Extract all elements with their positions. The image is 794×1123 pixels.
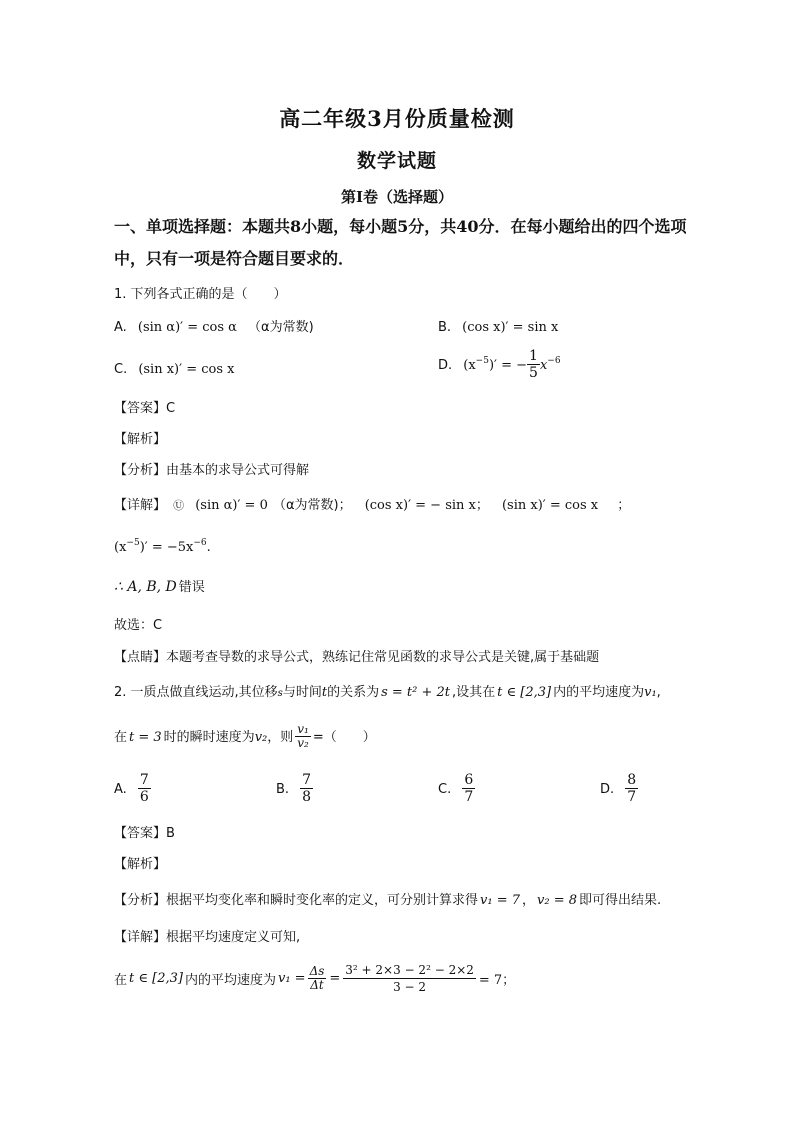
q2-calc-num2: 3² + 2×3 − 2² − 2×2 <box>345 963 474 977</box>
q2-calc-den1: Δt <box>310 978 324 992</box>
section-heading-line2: 中，只有一项是符合题目要求的． <box>114 249 355 268</box>
q1-option-b-label: B. <box>438 320 452 335</box>
q2-line2-b: 时的瞬时速度为 <box>163 730 255 745</box>
q2-option-a <box>114 772 151 805</box>
q1-comment: 【点睛】本题考查导数的求导公式，熟练记住常见函数的求导公式是关键,属于基础题 <box>114 650 600 665</box>
q2-stem-v1: v₁ <box>644 685 657 700</box>
q1-choose: 故选：C <box>114 618 163 633</box>
q2-stem-e: 内的平均速度为 <box>553 685 645 700</box>
q2-option-b-fraction <box>300 772 313 805</box>
q1-therefore-tail: 错误 <box>178 580 205 595</box>
q2-ratio-den: v₂ <box>297 736 309 750</box>
q2-option-b-label: B. <box>276 782 290 797</box>
q1-option-a <box>114 316 314 335</box>
q2-calc-frac1 <box>308 965 327 992</box>
q1-detail-d-exp2: −6 <box>193 538 207 548</box>
q1-answer: 【答案】C <box>114 401 176 416</box>
q2-option-c-den: 7 <box>464 789 474 805</box>
q2-option-d-fraction <box>625 772 638 805</box>
q1-detail-d-mid: )′ = −5x <box>139 540 194 555</box>
q2-ratio-fraction <box>295 723 311 750</box>
q1-detail-d-end: . <box>206 540 211 555</box>
q2-calc-frac2 <box>343 962 476 995</box>
q1-option-c <box>114 358 234 377</box>
q2-option-c <box>438 772 475 805</box>
q2-option-a-num: 7 <box>139 772 149 788</box>
q1-option-d <box>438 348 561 381</box>
q1-fenxi: 【分析】由基本的求导公式可得解 <box>114 463 310 478</box>
q2-stem-eq: s = t² + 2t <box>381 685 450 700</box>
q2-fenxi-c: 即可得出结果. <box>579 893 662 908</box>
q2-stem-c: 的关系为 <box>327 685 380 700</box>
q1-option-a-math: (sin α)′ = cos α <box>137 320 237 335</box>
q2-calc-v1: v₁ = <box>277 971 306 986</box>
q2-stem-a: 2. 一质点做直线运动,其位移 <box>114 685 278 700</box>
q1-detail-d-exp: −5 <box>126 538 140 548</box>
q2-option-c-fraction <box>462 772 475 805</box>
q2-option-a-den: 6 <box>139 789 149 805</box>
q2-stem-t: t <box>321 685 328 700</box>
q1-option-a-note: （α为常数) <box>248 320 314 335</box>
document-title: 高二年级3月份质量检测 <box>279 106 515 131</box>
q2-fenxi-v1: v₁ = 7 <box>480 893 520 908</box>
q2-stem-d: ,设其在 <box>452 685 496 700</box>
q2-option-b-den: 8 <box>302 789 312 805</box>
q2-option-a-fraction <box>138 772 151 805</box>
q2-line2-t3: t = 3 <box>129 730 162 745</box>
q2-calc-int: t ∈ [2,3] <box>129 971 183 986</box>
q2-line2-a: 在 <box>114 730 128 745</box>
q2-fenxi-b: ， <box>522 893 536 908</box>
q2-stem-s: s <box>277 688 283 699</box>
q2-stem-line1 <box>114 681 661 700</box>
q2-calc-b: 内的平均速度为 <box>184 973 276 988</box>
q1-detail <box>114 494 630 513</box>
q2-option-d-num: 8 <box>627 772 637 788</box>
q2-fenxi-v2: v₂ = 8 <box>537 893 577 908</box>
q2-option-c-label: C. <box>438 782 452 797</box>
q2-option-b-num: 7 <box>302 772 312 788</box>
q1-option-d-label: D. <box>438 358 453 373</box>
q2-option-c-num: 6 <box>464 772 474 788</box>
q2-answer: 【答案】B <box>114 826 175 841</box>
q1-detail-c: (sin x)′ = cos x <box>501 498 599 513</box>
q1-detail-a-note: （α为常数)； <box>272 498 352 513</box>
q2-calc-eq: = <box>329 971 341 986</box>
q2-analysis: 【解析】 <box>114 857 167 872</box>
q1-therefore <box>114 576 205 595</box>
q1-option-b-math: (cos x)′ = sin x <box>462 320 559 335</box>
q2-detail: 【详解】根据平均速度定义可知, <box>114 930 301 945</box>
q1-option-d-den: 5 <box>529 365 538 381</box>
subject-title: 数学试题 <box>356 150 437 172</box>
section-heading-line1: 一、单项选择题：本题共8小题，每小题5分，共40分．在每小题给出的四个选项 <box>114 217 687 236</box>
q2-option-a-label: A. <box>114 782 127 797</box>
because-icon: Ⓤ <box>173 499 185 512</box>
q1-option-a-label: A. <box>114 320 127 335</box>
q2-option-d-den: 7 <box>627 789 637 805</box>
q1-stem: 1. 下列各式正确的是（ ） <box>114 287 287 302</box>
q1-option-c-math: (sin x)′ = cos x <box>138 362 235 377</box>
q1-detail-a: (sin α)′ = 0 <box>195 498 268 513</box>
q1-detail-d <box>114 536 211 555</box>
q2-calc-line <box>114 962 515 995</box>
q2-option-d <box>600 772 638 805</box>
part-title: 第I卷（选择题） <box>340 188 454 206</box>
q2-calc-num1: Δs <box>309 964 325 978</box>
q2-calc-a: 在 <box>114 973 128 988</box>
q1-option-d-mid: )′ = − <box>488 358 528 373</box>
q1-detail-label: 【详解】 <box>114 498 167 513</box>
q2-stem-int: t ∈ [2,3] <box>497 685 552 700</box>
q1-option-d-exp: −5 <box>475 356 489 366</box>
q2-stem-f: , <box>656 685 661 700</box>
q1-option-d-lhs: (x <box>463 358 476 373</box>
q1-option-c-label: C. <box>114 362 128 377</box>
q2-line2-c: ，则 <box>267 730 294 745</box>
q2-stem-line2 <box>114 723 376 750</box>
q1-option-d-x: x <box>539 358 548 373</box>
q2-fenxi-a: 【分析】根据平均变化率和瞬时变化率的定义，可分别计算求得 <box>114 893 479 908</box>
q2-line2-v2: v₂ <box>254 730 268 745</box>
q1-option-d-num: 1 <box>529 348 538 364</box>
q1-option-d-exp2: −6 <box>547 356 561 366</box>
q2-fenxi <box>114 889 661 908</box>
q2-line2-d: =（ ） <box>312 730 376 745</box>
q1-detail-b: (cos x)′ = − sin x； <box>364 498 489 513</box>
q2-ratio-num: v₁ <box>297 722 309 736</box>
q1-therefore-math: ∴ A, B, D <box>114 579 177 595</box>
q1-option-d-fraction <box>527 348 540 381</box>
q1-analysis: 【解析】 <box>114 432 167 447</box>
q1-option-b <box>438 316 558 335</box>
q2-calc-res: = 7； <box>478 973 516 988</box>
q2-option-d-label: D. <box>600 782 615 797</box>
q1-detail-c-end: ； <box>617 498 631 513</box>
q2-stem-b: 与时间 <box>282 685 322 700</box>
q2-calc-den2: 3 − 2 <box>393 980 427 994</box>
q2-option-b <box>276 772 313 805</box>
q1-detail-d-lhs: (x <box>114 540 127 555</box>
